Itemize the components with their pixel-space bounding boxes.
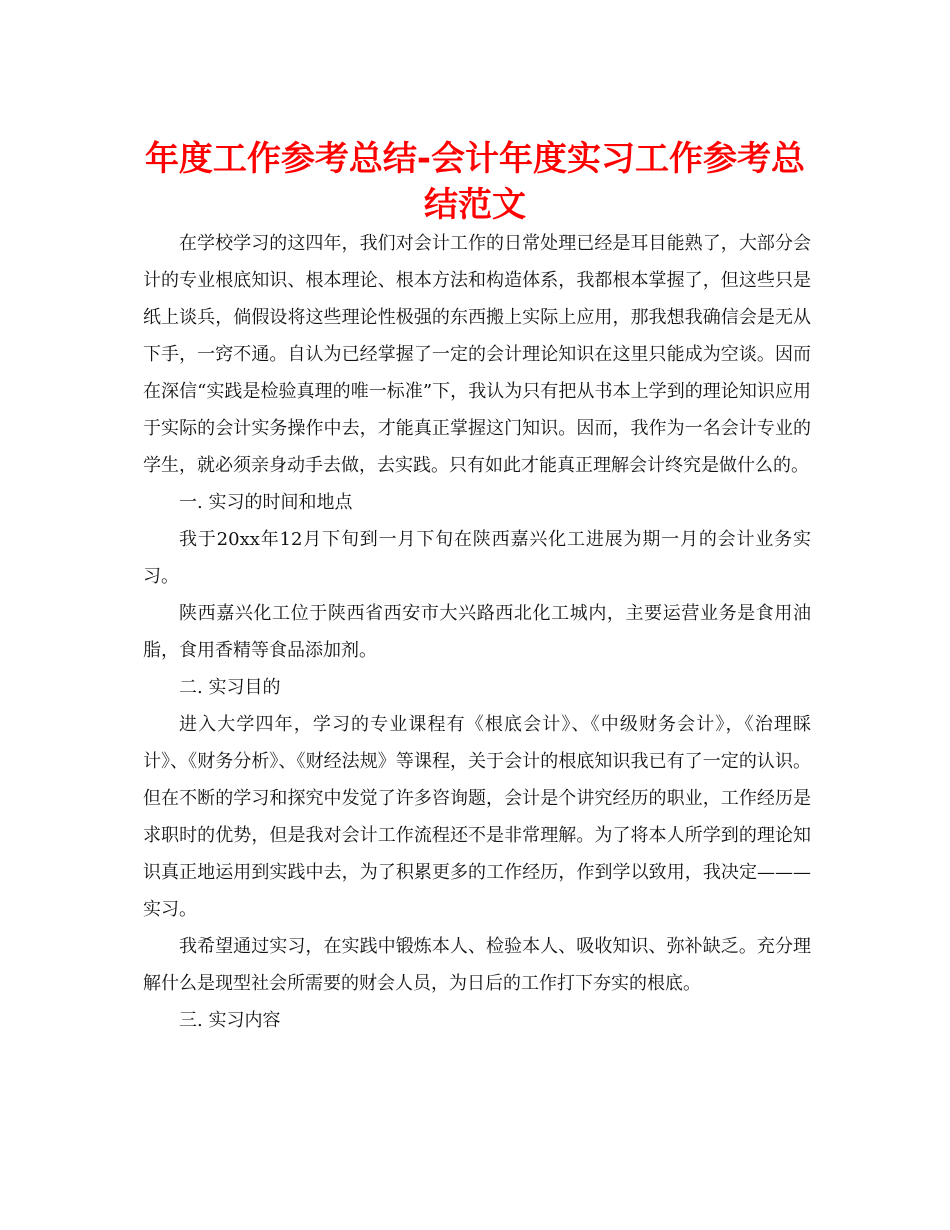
- section-heading-time-place: 一. 实习的时间和地点: [179, 492, 353, 513]
- paragraph-time: 我于20xx年12月下旬到一月下旬在陕西嘉兴化工进展为期一月的会计业务实习。: [143, 529, 811, 587]
- paragraph-purpose: 进入大学四年，学习的专业课程有《根底会计》、《中级财务会计》，《治理睬计》、《财务分析》、《财经法规》等课程，关于会计的根底知识我已有了一定的认识。但在不断的学习和探究中发觉了许多咨询题，会计是个讲究经历的职业，工作经历是求职时的优势，但是我对会计工作流程还不是非常理解。为了将本人所学到的理论知识真正地运用到实践中去，为了积累更多的工作经历，作到学以致用，我决定———实习。: [143, 714, 811, 920]
- paragraph-company: 陕西嘉兴化工位于陕西省西安市大兴路西北化工城内，主要运营业务是食用油脂，食用香精等食品添加剂。: [143, 603, 811, 661]
- section-heading-content: 三. 实习内容: [179, 1010, 281, 1031]
- paragraph-intro: 在学校学习的这四年，我们对会计工作的日常处理已经是耳目能熟了，大部分会计的专业根底知识、根本理论、根本方法和构造体系，我都根本掌握了，但这些只是纸上谈兵，倘假设将这些理论性极强的东西搬上实际上应用，那我想我确信会是无从下手，一窍不通。自认为已经掌握了一定的会计理论知识在这里只能成为空谈。因而在深信“实践是检验真理的唯一标准”下，我认为只有把从书本上学到的理论知识应用于实际的会计实务操作中去，才能真正掌握这门知识。因而，我作为一名会计专业的学生，就必须亲身动手去做，去实践。只有如此才能真正理解会计终究是做什么的。: [143, 233, 811, 476]
- document-body: [143, 225, 811, 1039]
- document-title: 年度工作参考总结-会计年度实习工作参考总结范文: [144, 139, 806, 225]
- section-heading-purpose: 二. 实习目的: [179, 677, 281, 698]
- paragraph-hope: 我希望通过实习，在实践中锻炼本人、检验本人、吸收知识、弥补缺乏。充分理解什么是现型社会所需要的财会人员，为日后的工作打下夯实的根底。: [143, 936, 811, 994]
